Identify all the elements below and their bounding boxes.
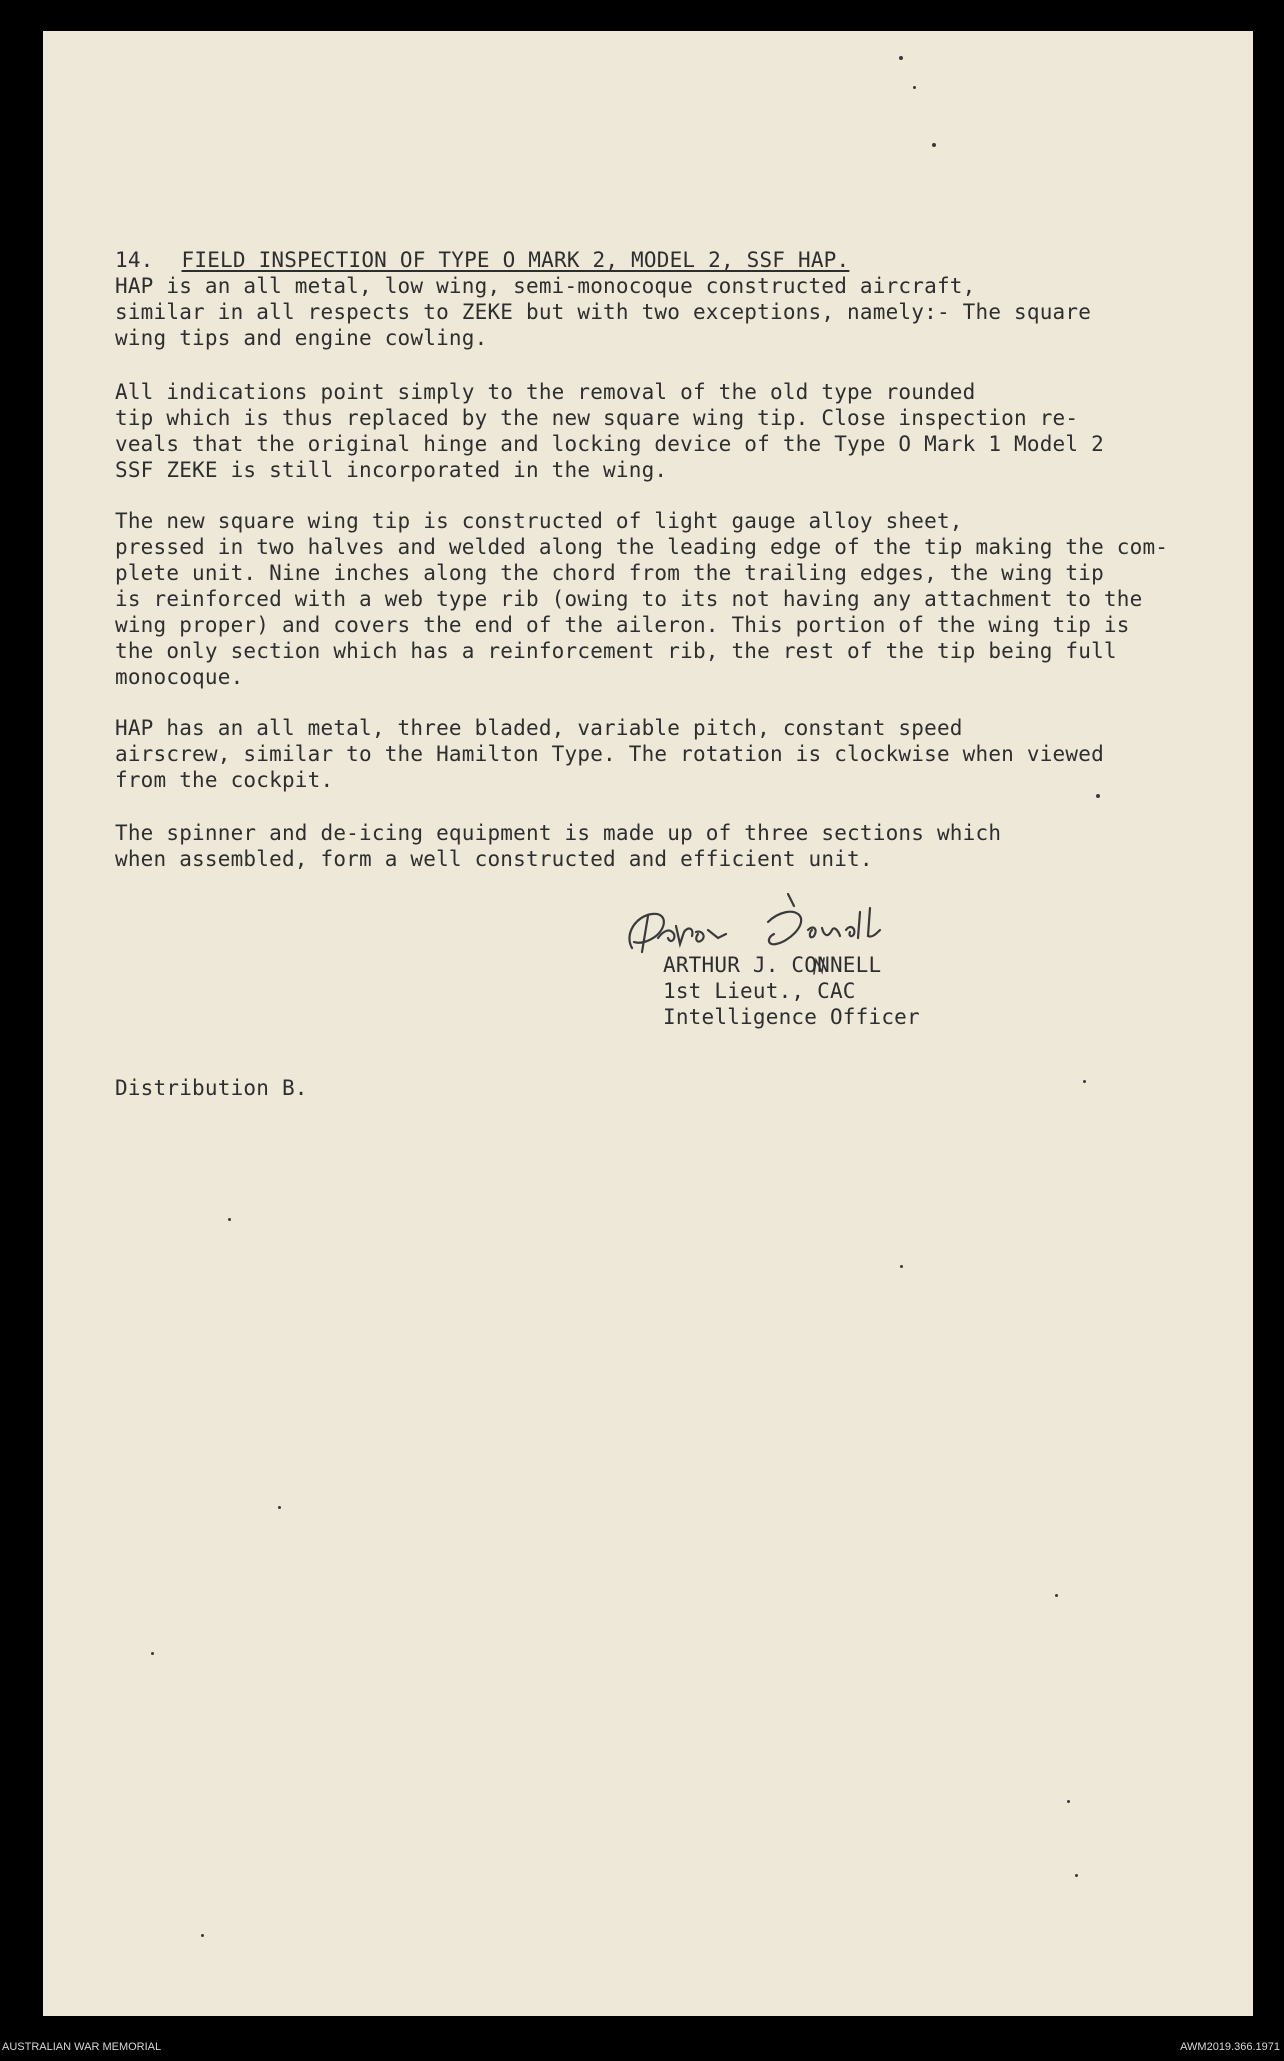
paragraph-5: [115, 820, 1001, 872]
text-line: wing tips and engine cowling.: [115, 326, 488, 350]
paper-speck: [913, 86, 916, 89]
text-line: HAP is an all metal, low wing, semi-monocoque constructed aircraft,: [115, 274, 976, 298]
text-line: The spinner and de-icing equipment is made up of three sections which: [115, 821, 1002, 845]
section-title: FIELD INSPECTION OF TYPE O MARK 2, MODEL 2, SSF HAP.: [181, 248, 850, 272]
paper-speck: [1075, 1874, 1078, 1877]
paper-speck: [278, 1506, 281, 1509]
text-line: HAP has an all metal, three bladed, variable pitch, constant speed: [115, 716, 963, 740]
paper-speck: [900, 1265, 903, 1268]
paper-speck: [1096, 794, 1100, 798]
paragraph-3: [115, 508, 1168, 690]
text-line: All indications point simply to the removal of the old type rounded: [115, 380, 976, 404]
signatory-name: ARTHUR J. CONNELL: [663, 953, 882, 977]
text-line: The new square wing tip is constructed of light gauge alloy sheet,: [115, 509, 963, 533]
text-line: from the cockpit.: [115, 768, 334, 792]
text-line: plete unit. Nine inches along the chord from the trailing edges, the wing tip: [115, 561, 1104, 585]
paragraph-2: [115, 379, 1104, 483]
signatory-role: Intelligence Officer: [663, 1005, 920, 1029]
paper-speck: [1055, 1594, 1058, 1597]
paper-speck: [899, 56, 903, 60]
paper-speck: [1083, 1080, 1086, 1083]
paper-speck: [228, 1218, 231, 1221]
distribution-line: Distribution B.: [115, 1076, 308, 1100]
text-line: tip which is thus replaced by the new square wing tip. Close inspection re-: [115, 406, 1079, 430]
document-page: [43, 31, 1253, 2016]
text-line: when assembled, form a well constructed and efficient unit.: [115, 847, 873, 871]
signatory-rank: 1st Lieut., CAC: [663, 979, 856, 1003]
paper-speck: [201, 1934, 204, 1937]
text-line: veals that the original hinge and locking device of the Type O Mark 1 Model 2: [115, 432, 1104, 456]
paragraph-4: [115, 715, 1104, 793]
paper-speck: [932, 143, 936, 147]
paper-speck: [151, 1652, 154, 1655]
text-line: the only section which has a reinforcement rib, the rest of the tip being full: [115, 639, 1117, 663]
footer-accession-number: AWM2019.366.1971: [1180, 2041, 1280, 2053]
text-line: monocoque.: [115, 665, 244, 689]
footer-credit: AUSTRALIAN WAR MEMORIAL: [2, 2041, 162, 2053]
text-line: airscrew, similar to the Hamilton Type. The rotation is clockwise when viewed: [115, 742, 1104, 766]
signature-block: [663, 952, 920, 1030]
text-line: SSF ZEKE is still incorporated in the wing.: [115, 458, 668, 482]
text-line: pressed in two halves and welded along the leading edge of the tip making the com-: [115, 535, 1169, 559]
text-line: wing proper) and covers the end of the aileron. This portion of the wing tip is: [115, 613, 1130, 637]
paragraph-1: [115, 273, 1091, 351]
paper-speck: [1067, 1800, 1070, 1803]
text-line: is reinforced with a web type rib (owing to its not having any attachment to the: [115, 587, 1143, 611]
section-heading: [115, 247, 849, 273]
section-number: 14.: [115, 248, 154, 272]
text-line: similar in all respects to ZEKE but with two exceptions, namely:- The square: [115, 300, 1092, 324]
